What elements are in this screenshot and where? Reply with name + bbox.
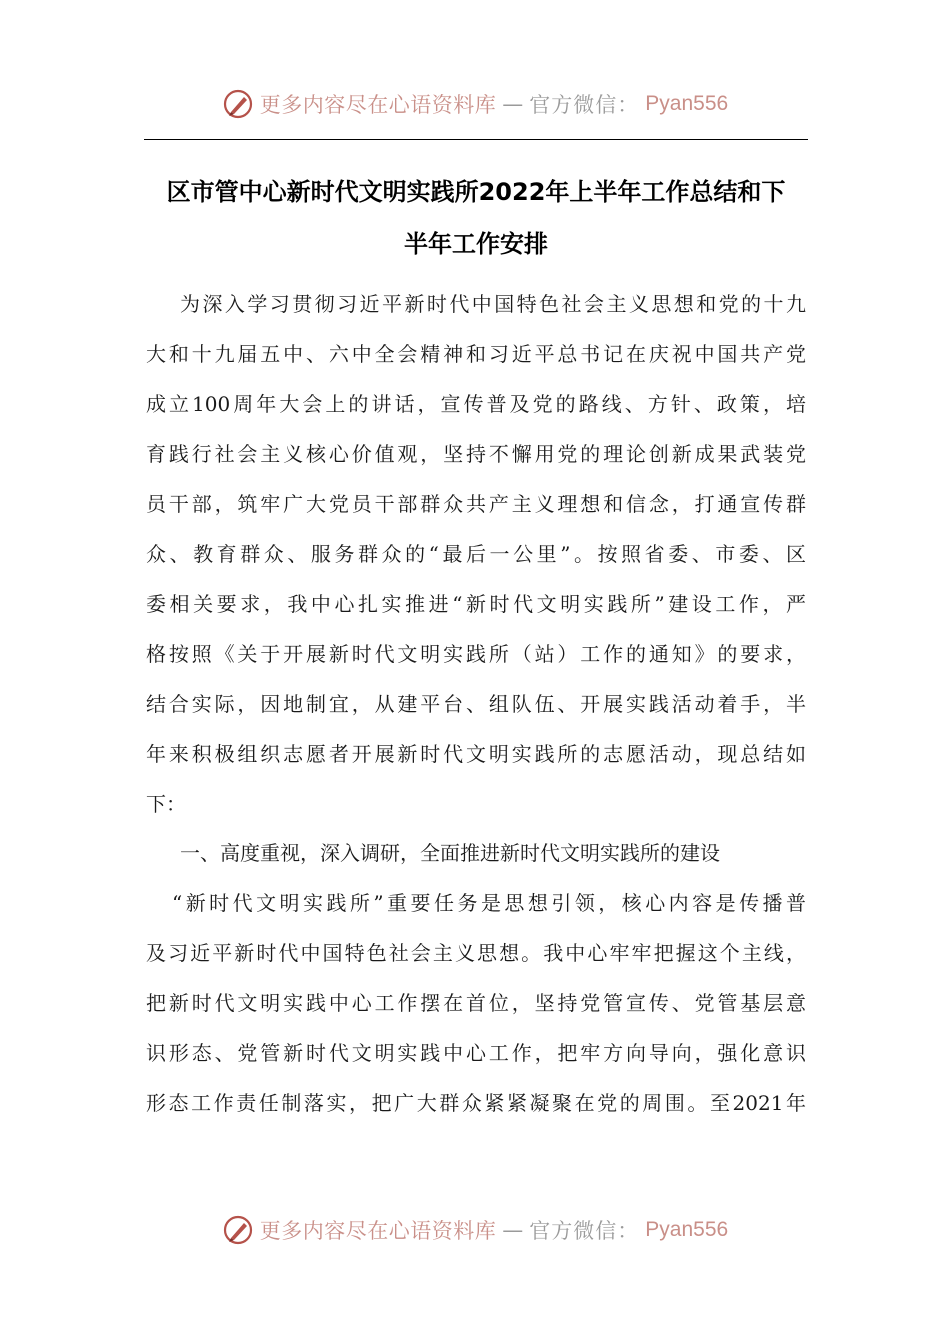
pen-logo-icon [222,88,254,120]
document-title-line-1: 区市管中心新时代文明实践所2022年上半年工作总结和下 [166,178,786,206]
watermark-wechat-id: Pyan556 [645,92,729,115]
body-line: 育践行社会主义核心价值观，坚持不懈用党的理论创新成果武装党 [146,442,806,466]
body-line: 结合实际，因地制宜，从建平台、组队伍、开展实践活动着手，半 [146,692,806,716]
body-line: 为深入学习贯彻习近平新时代中国特色社会主义思想和党的十九 [180,292,806,316]
header-divider [144,139,808,140]
body-line: 把新时代文明实践中心工作摆在首位，坚持党管宣传、党管基层意 [146,991,806,1015]
body-line: 员干部，筑牢广大党员干部群众共产主义理想和信念，打通宣传群 [146,492,806,516]
section-heading: 一、高度重视，深入调研，全面推进新时代文明实践所的建设 [180,841,720,865]
watermark-wechat-id: Pyan556 [645,1218,729,1241]
document-title-line-2: 半年工作安排 [404,230,548,258]
body-line: 格按照《关于开展新时代文明实践所（站）工作的通知》的要求， [146,642,806,666]
watermark-dash: — [502,1218,524,1242]
header-watermark [0,84,950,124]
body-line: 大和十九届五中、六中全会精神和习近平总书记在庆祝中国共产党 [146,342,806,366]
body-line: 年来积极组织志愿者开展新时代文明实践所的志愿活动，现总结如 [146,742,806,766]
body-line: 成立100周年大会上的讲话，宣传普及党的路线、方针、政策，培 [146,392,806,416]
watermark-wechat-label: 官方微信： [529,1219,640,1243]
body-line: 众、教育群众、服务群众的“最后一公里”。按照省委、市委、区 [146,542,806,566]
body-line: “新时代文明实践所”重要任务是思想引领，核心内容是传播普 [172,891,806,915]
body-line: 及习近平新时代中国特色社会主义思想。我中心牢牢把握这个主线， [146,941,806,965]
body-line: 形态工作责任制落实，把广大群众紧紧凝聚在党的周围。至2021年 [146,1091,806,1115]
watermark-wechat-label: 官方微信： [529,93,640,117]
pen-logo-icon [222,1214,254,1246]
footer-watermark [0,1210,950,1250]
body-line: 委相关要求，我中心扎实推进“新时代文明实践所”建设工作，严 [146,592,806,616]
watermark-text: 更多内容尽在心语资料库 [259,1219,497,1243]
watermark-text: 更多内容尽在心语资料库 [259,93,497,117]
body-line: 下： [146,792,186,816]
body-line: 识形态、党管新时代文明实践中心工作，把牢方向导向，强化意识 [146,1041,806,1065]
watermark-dash: — [502,92,524,116]
